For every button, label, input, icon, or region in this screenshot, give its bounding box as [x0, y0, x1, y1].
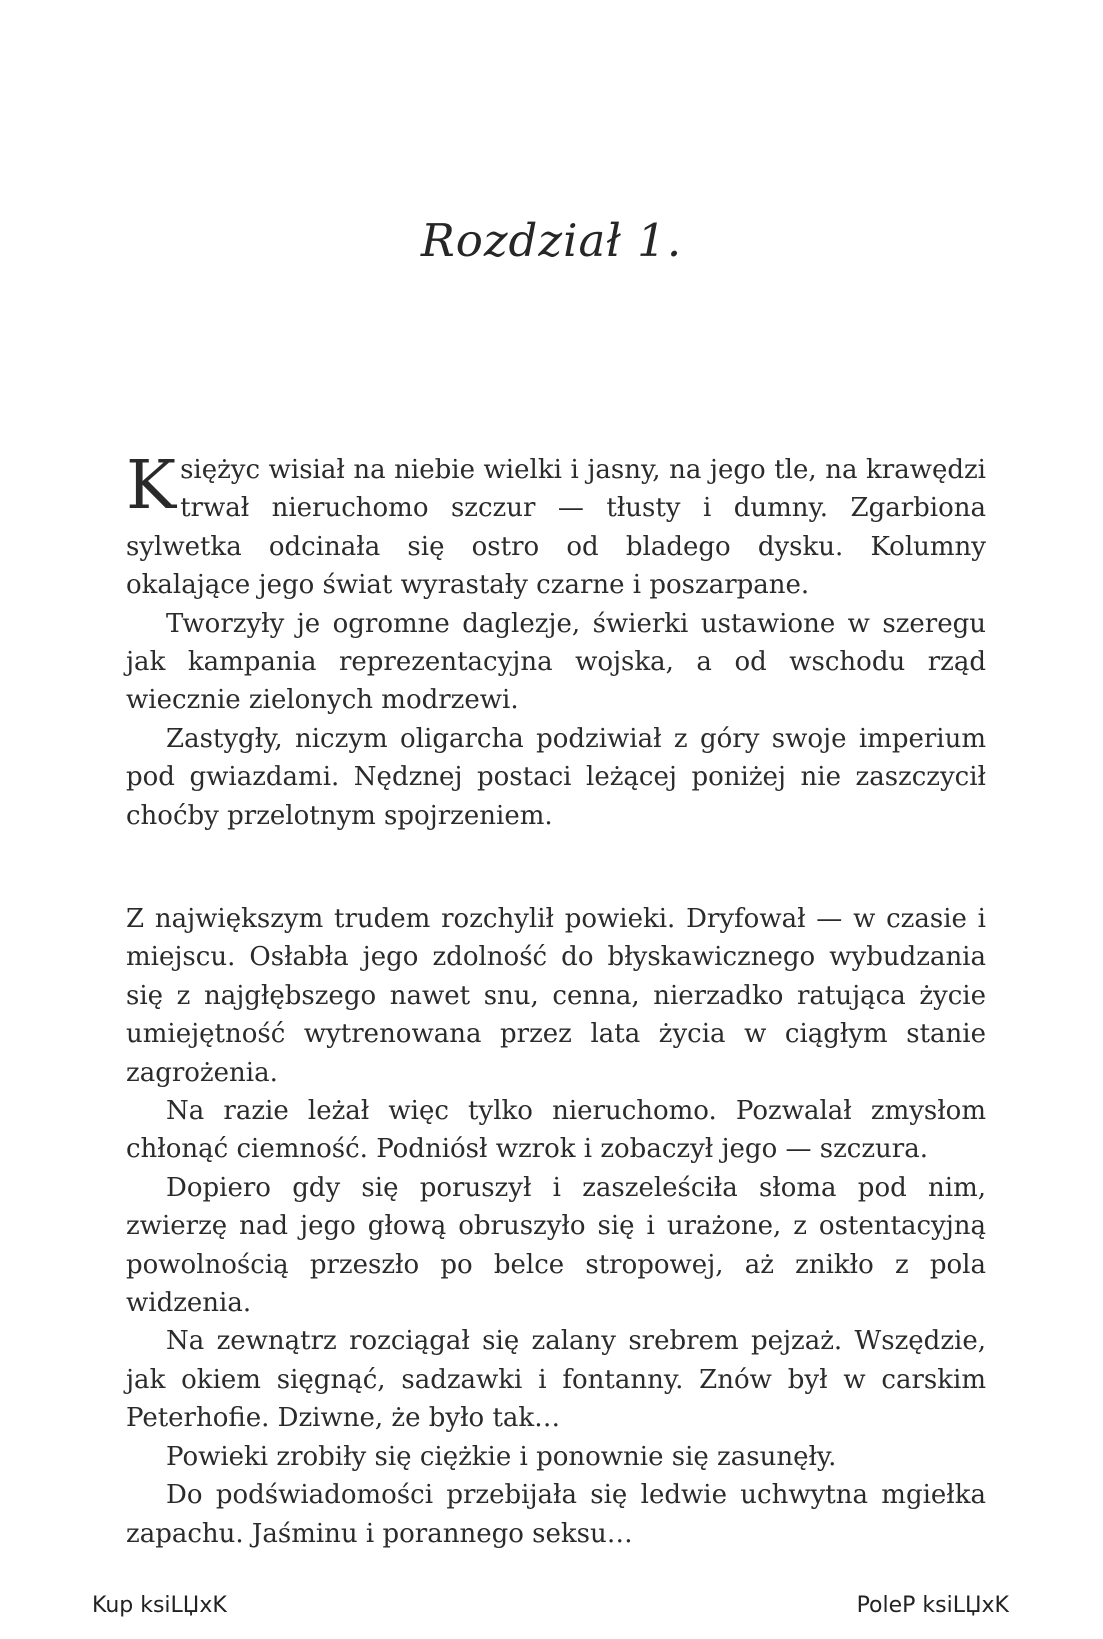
- drop-cap: K: [126, 446, 177, 524]
- paragraph: Powieki zrobiły się ciężkie i ponownie się zasunęły.: [166, 1441, 837, 1472]
- chapter-title: Rozdział 1.: [420, 214, 683, 267]
- paragraph: Do podświadomości przebijała się ledwie uchwytna mgiełka zapachu. Jaśminu i porannego seksu…: [126, 1480, 986, 1549]
- paragraph: Z największym trudem rozchylił powieki. Dryfował — w czasie i miejscu. Osłabła jego zdolność do błyskawicznego wybudzania się z najgłębszego nawet snu, cenna, nierzadko ratująca życie umiejętność wytrenowana przez lata życia w ciągłym stanie zagrożenia.: [126, 904, 986, 1088]
- buy-book-link[interactable]: Kup ksiLЏxK: [92, 1593, 227, 1618]
- recommend-book-link[interactable]: PoleP ksiLЏxK: [856, 1593, 1009, 1618]
- paragraph: Zastygły, niczym oligarcha podziwiał z góry swoje imperium pod gwiazdami. Nędznej postaci leżącej poniżej nie zaszczycił choćby przelotnym spojrzeniem.: [126, 723, 986, 831]
- section-2: [126, 900, 986, 1553]
- paragraph-text: siężyc wisiał na niebie wielki i jasny, na jego tle, na krawędzi trwał nieruchomo szczur — tłusty i dumny. Zgarbiona sylwetka odcinała się ostro od bladego dysku. Kolumny okalające jego świat wyrastały czarne i poszarpane.: [126, 455, 986, 601]
- paragraph: Tworzyły je ogromne daglezje, świerki ustawione w szeregu jak kampania reprezentacyjna wojska, a od wschodu rząd wiecznie zielonych modrzewi.: [126, 608, 986, 716]
- paragraph: Na zewnątrz rozciągał się zalany srebrem pejzaż. Wszędzie, jak okiem sięgnąć, sadzawki i fontanny. Znów był w carskim Peterhofie. Dziwne, że było tak…: [126, 1326, 986, 1434]
- paragraph: Dopiero gdy się poruszył i zaszeleściła słoma pod nim, zwierzę nad jego głową obruszyło się i urażone, z ostentacyjną powolnością przeszło po belce stropowej, aż znikło z pola widzenia.: [126, 1172, 986, 1319]
- paragraph: [126, 446, 986, 605]
- section-1: [126, 446, 986, 835]
- paragraph: Na razie leżał więc tylko nieruchomo. Pozwalał zmysłom chłonąć ciemność. Podniósł wzrok i zobaczył jego — szczura.: [126, 1096, 986, 1165]
